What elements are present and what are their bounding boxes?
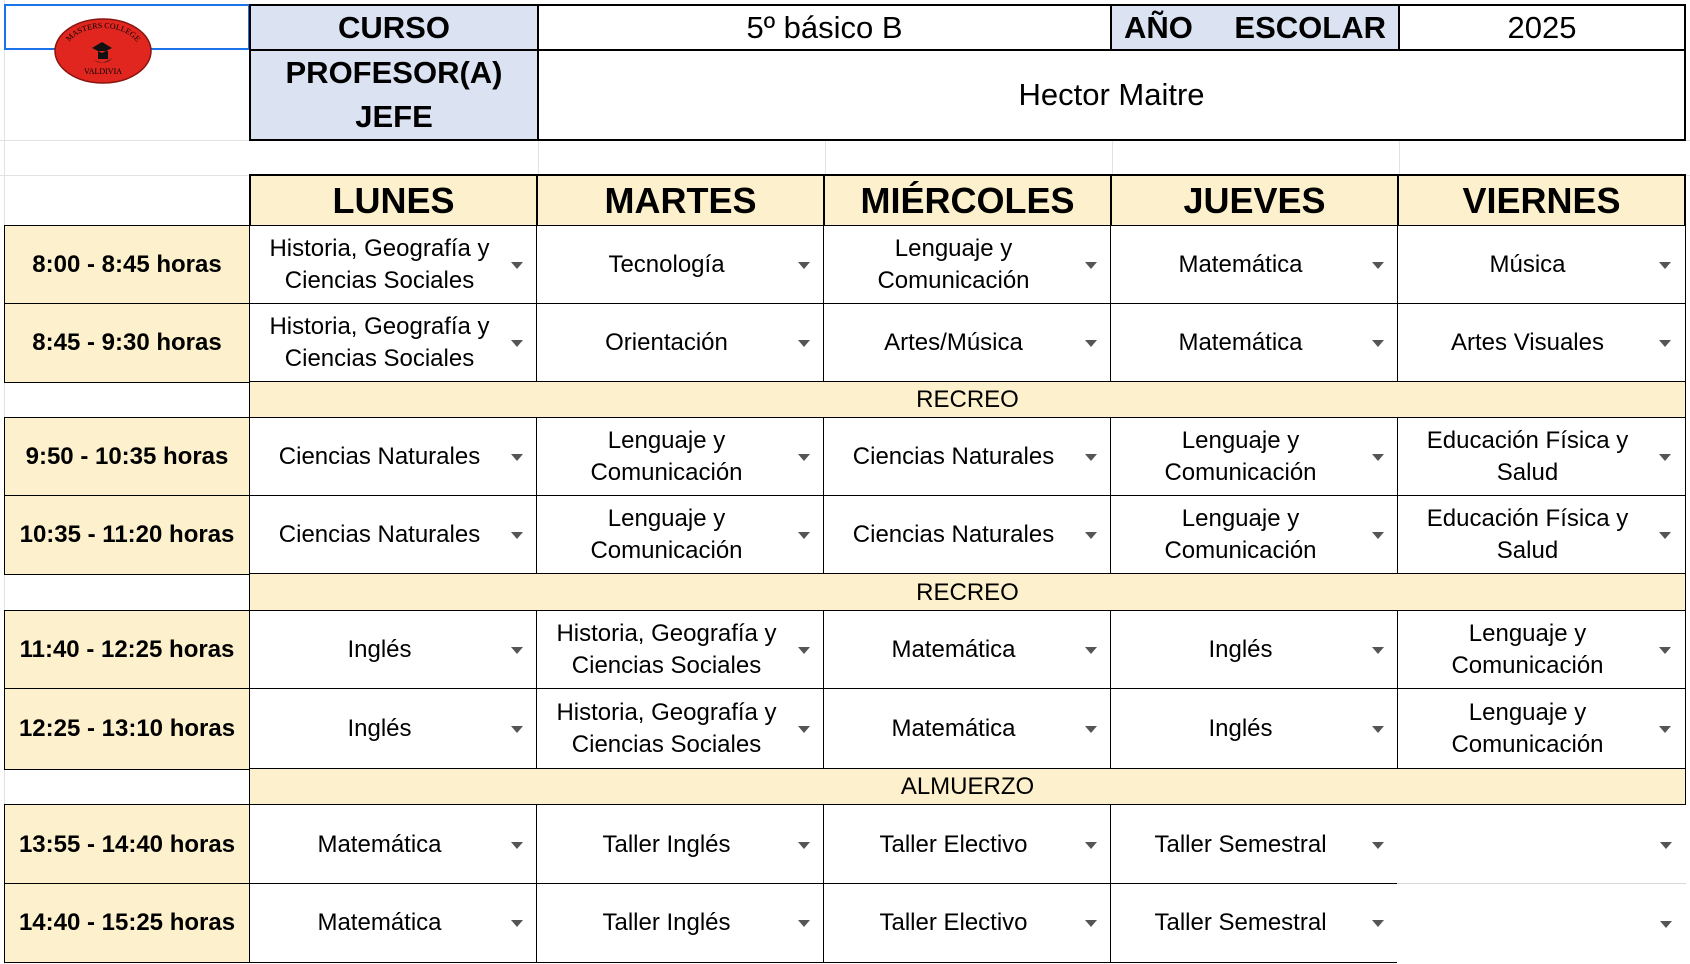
anio-value[interactable]: 2025 [1398, 4, 1686, 51]
dropdown-arrow-icon[interactable] [511, 262, 523, 269]
dropdown-arrow-icon[interactable] [1659, 262, 1671, 269]
subject-label: Tecnología [608, 251, 725, 278]
subject-label: Taller Semestral [1154, 830, 1327, 858]
subject-label: Historia, Geografía y Ciencias Sociales [556, 699, 777, 758]
subject-dropdown[interactable] [823, 495, 1112, 575]
subject-dropdown[interactable] [823, 225, 1112, 305]
time-slot: 8:45 - 9:30 horas [4, 303, 250, 383]
subject-dropdown[interactable] [1397, 225, 1686, 305]
break-row: RECREO [249, 573, 1686, 612]
subject-label: Lenguaje y Comunicación [1451, 699, 1604, 758]
dropdown-arrow-icon[interactable] [1085, 920, 1097, 927]
subject-dropdown[interactable] [1397, 688, 1686, 770]
subject-dropdown[interactable] [536, 417, 825, 497]
subject-label: Educación Física y Salud [1426, 505, 1629, 564]
time-slot: 8:00 - 8:45 horas [4, 225, 250, 305]
dropdown-arrow-icon[interactable] [798, 726, 810, 733]
day-header: VIERNES [1397, 174, 1686, 227]
time-slot: 10:35 - 11:20 horas [4, 495, 250, 575]
time-slot: 11:40 - 12:25 horas [4, 610, 250, 690]
subject-dropdown[interactable] [1110, 804, 1399, 885]
day-header: LUNES [249, 174, 538, 227]
subject-label: Inglés [1208, 636, 1273, 663]
subject-dropdown[interactable] [536, 495, 825, 575]
subject-label: Taller Semestral [1154, 909, 1327, 936]
subject-dropdown[interactable] [249, 688, 538, 770]
time-slot: 12:25 - 13:10 horas [4, 688, 250, 770]
subject-dropdown[interactable] [249, 225, 538, 305]
dropdown-arrow-icon[interactable] [1372, 842, 1384, 849]
subject-label: Taller Inglés [602, 830, 731, 858]
dropdown-arrow-icon[interactable] [511, 340, 523, 347]
dropdown-arrow-icon[interactable] [1085, 532, 1097, 539]
subject-dropdown[interactable] [1110, 225, 1399, 305]
subject-dropdown[interactable] [823, 610, 1112, 690]
subject-dropdown[interactable] [823, 883, 1112, 963]
dropdown-arrow-icon[interactable] [798, 262, 810, 269]
subject-label: Matemática [1178, 329, 1303, 356]
dropdown-arrow-icon[interactable] [1659, 726, 1671, 733]
school-logo [54, 18, 152, 84]
time-slot: 13:55 - 14:40 horas [4, 804, 250, 885]
dropdown-arrow-icon[interactable] [511, 842, 523, 849]
subject-dropdown[interactable] [536, 688, 825, 770]
curso-label: CURSO [249, 4, 539, 51]
subject-label: Ciencias Naturales [278, 521, 481, 548]
dropdown-arrow-icon[interactable] [1085, 842, 1097, 849]
day-header: JUEVES [1110, 174, 1399, 227]
dropdown-arrow-icon[interactable] [511, 647, 523, 654]
subject-dropdown[interactable] [1110, 610, 1399, 690]
subject-label: Historia, Geografía y Ciencias Sociales [269, 235, 490, 294]
subject-label: Inglés [347, 636, 412, 663]
subject-label: Educación Física y Salud [1426, 427, 1629, 486]
lunch-row: ALMUERZO [249, 768, 1686, 806]
gridline [825, 140, 826, 176]
dropdown-arrow-icon[interactable] [1372, 532, 1384, 539]
subject-label: Historia, Geografía y Ciencias Sociales [269, 313, 490, 372]
anio-label: AÑO [1124, 9, 1193, 45]
time-slot: 14:40 - 15:25 horas [4, 883, 250, 963]
subject-dropdown[interactable] [536, 883, 825, 963]
dropdown-arrow-icon[interactable] [511, 532, 523, 539]
subject-label: Lenguaje y Comunicación [1451, 620, 1604, 679]
dropdown-arrow-icon[interactable] [511, 454, 523, 461]
subject-dropdown[interactable] [536, 610, 825, 690]
subject-label: Lenguaje y Comunicación [1164, 505, 1317, 564]
subject-label: Lenguaje y Comunicación [877, 235, 1030, 294]
subject-label: Taller Inglés [602, 909, 731, 936]
subject-dropdown[interactable] [1397, 610, 1686, 690]
subject-dropdown[interactable] [1110, 303, 1399, 383]
dropdown-arrow-icon[interactable] [1085, 262, 1097, 269]
gridline [1399, 140, 1400, 176]
subject-label: Ciencias Naturales [852, 521, 1055, 548]
subject-label: Taller Electivo [879, 909, 1028, 936]
subject-label: Taller Electivo [879, 830, 1028, 858]
subject-dropdown[interactable] [536, 303, 825, 383]
profesor-value[interactable]: Hector Maitre [537, 49, 1686, 141]
subject-dropdown[interactable] [1110, 883, 1399, 963]
subject-label: Matemática [317, 830, 442, 858]
dropdown-arrow-icon[interactable] [798, 532, 810, 539]
subject-label: Inglés [347, 715, 412, 742]
dropdown-arrow-icon[interactable] [1372, 454, 1384, 461]
subject-dropdown[interactable] [823, 417, 1112, 497]
subject-dropdown[interactable] [1110, 417, 1399, 497]
subject-dropdown[interactable] [1110, 495, 1399, 575]
dropdown-arrow-icon[interactable] [1085, 726, 1097, 733]
dropdown-arrow-icon[interactable] [798, 454, 810, 461]
dropdown-arrow-icon[interactable] [1372, 340, 1384, 347]
dropdown-arrow-icon[interactable] [1660, 921, 1672, 928]
gridline [538, 140, 539, 176]
dropdown-arrow-icon[interactable] [1659, 340, 1671, 347]
day-header: MARTES [536, 174, 825, 227]
dropdown-arrow-icon[interactable] [1372, 262, 1384, 269]
gridline [1112, 140, 1113, 176]
subject-dropdown[interactable] [1110, 688, 1399, 770]
dropdown-arrow-icon[interactable] [511, 920, 523, 927]
anio-escolar-label [1110, 4, 1400, 51]
subject-label: Matemática [317, 909, 442, 936]
subject-dropdown[interactable] [249, 804, 538, 885]
subject-dropdown[interactable] [1397, 495, 1686, 575]
subject-label: Matemática [891, 636, 1016, 663]
subject-dropdown[interactable] [249, 610, 538, 690]
dropdown-arrow-icon[interactable] [1085, 454, 1097, 461]
time-slot: 9:50 - 10:35 horas [4, 417, 250, 497]
subject-dropdown[interactable] [249, 417, 538, 497]
subject-dropdown[interactable] [1397, 804, 1686, 885]
dropdown-arrow-icon[interactable] [798, 842, 810, 849]
dropdown-arrow-icon[interactable] [1660, 842, 1672, 849]
subject-dropdown[interactable] [823, 804, 1112, 885]
curso-value[interactable]: 5º básico B [537, 4, 1112, 51]
subject-label: Matemática [891, 715, 1016, 742]
subject-dropdown[interactable] [249, 303, 538, 383]
dropdown-arrow-icon[interactable] [1659, 647, 1671, 654]
subject-dropdown[interactable] [1397, 303, 1686, 383]
dropdown-arrow-icon[interactable] [798, 647, 810, 654]
subject-dropdown[interactable] [1397, 417, 1686, 497]
subject-label: Artes/Música [884, 329, 1023, 356]
subject-label: Lenguaje y Comunicación [590, 427, 743, 486]
subject-label: Lenguaje y Comunicación [1164, 427, 1317, 486]
dropdown-arrow-icon[interactable] [1372, 647, 1384, 654]
dropdown-arrow-icon[interactable] [511, 726, 523, 733]
subject-dropdown[interactable] [1397, 883, 1686, 963]
dropdown-arrow-icon[interactable] [1372, 920, 1384, 927]
subject-label: Inglés [1208, 715, 1273, 742]
escolar-label: ESCOLAR [1234, 9, 1386, 45]
subject-label: Artes Visuales [1451, 329, 1604, 356]
dropdown-arrow-icon[interactable] [798, 920, 810, 927]
subject-label: Ciencias Naturales [278, 443, 481, 470]
subject-label: Historia, Geografía y Ciencias Sociales [556, 620, 777, 679]
subject-label: Música [1489, 251, 1566, 278]
subject-label: Orientación [605, 329, 728, 356]
subject-dropdown[interactable] [249, 883, 538, 963]
dropdown-arrow-icon[interactable] [798, 340, 810, 347]
dropdown-arrow-icon[interactable] [1372, 726, 1384, 733]
logo-bottom-text: VALDIVIA [83, 67, 123, 76]
profesor-label: PROFESOR(A) JEFE [249, 49, 539, 141]
dropdown-arrow-icon[interactable] [1659, 454, 1671, 461]
break-row: RECREO [249, 381, 1686, 419]
dropdown-arrow-icon[interactable] [1085, 647, 1097, 654]
subject-dropdown[interactable] [823, 303, 1112, 383]
dropdown-arrow-icon[interactable] [1659, 532, 1671, 539]
subject-dropdown[interactable] [823, 688, 1112, 770]
logo-top-text: MASTERS COLLEGE [64, 20, 143, 44]
subject-label: Ciencias Naturales [852, 443, 1055, 470]
subject-dropdown[interactable] [249, 495, 538, 575]
subject-dropdown[interactable] [536, 804, 825, 885]
dropdown-arrow-icon[interactable] [1085, 340, 1097, 347]
day-header: MIÉRCOLES [823, 174, 1112, 227]
subject-label: Matemática [1178, 251, 1303, 278]
subject-dropdown[interactable] [536, 225, 825, 305]
subject-label: Lenguaje y Comunicación [590, 505, 743, 564]
